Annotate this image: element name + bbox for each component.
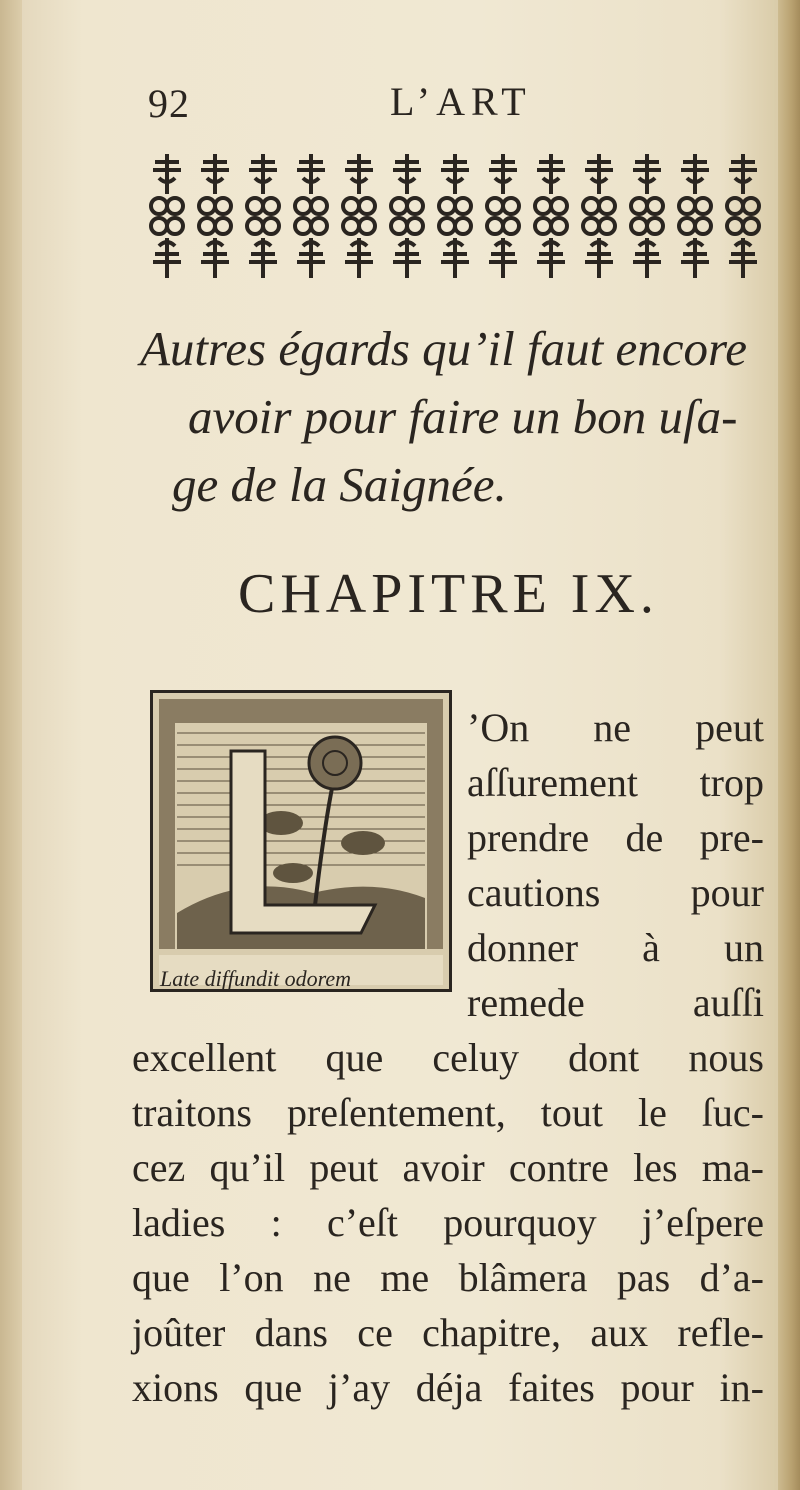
page-edge-right xyxy=(778,0,800,1490)
chapter-title xyxy=(140,315,780,519)
title-line: avoir pour faire un bon uſa- xyxy=(188,389,738,444)
text-line: remede auſſi xyxy=(467,980,764,1025)
body-paragraph xyxy=(132,700,764,1415)
text-line: donner à un xyxy=(467,925,764,970)
page-edge-left xyxy=(0,0,22,1490)
text-line: xions que j’ay déja faites pour in- xyxy=(132,1365,764,1410)
text-line: que l’on ne me blâmera pas d’a- xyxy=(132,1255,764,1300)
chapter-heading: CHAPITRE IX. xyxy=(238,563,659,625)
text-line: traitons preſentement, tout le ſuc- xyxy=(132,1090,764,1135)
ornamental-headpiece xyxy=(145,150,767,282)
page-number: 92 xyxy=(148,81,190,126)
initial-motto: Late diffundit odorem xyxy=(160,966,352,991)
title-line: Autres égards qu’il faut encore xyxy=(140,321,747,376)
text-line: aſſurement trop xyxy=(467,760,764,805)
text-line: cez qu’il peut avoir contre les ma- xyxy=(132,1145,764,1190)
text-line: cautions pour xyxy=(467,870,764,915)
text-line: ’On ne peut xyxy=(467,705,764,750)
text-line: ladies : c’eſt pourquoy j’eſpere xyxy=(132,1200,764,1245)
title-line: ge de la Saignée. xyxy=(172,457,507,512)
text-line: joûter dans ce chapitre, aux refle- xyxy=(132,1310,764,1355)
text-line: prendre de pre- xyxy=(467,815,764,860)
text-line: excellent que celuy dont nous xyxy=(132,1035,764,1080)
running-head: L’ART xyxy=(390,79,532,124)
